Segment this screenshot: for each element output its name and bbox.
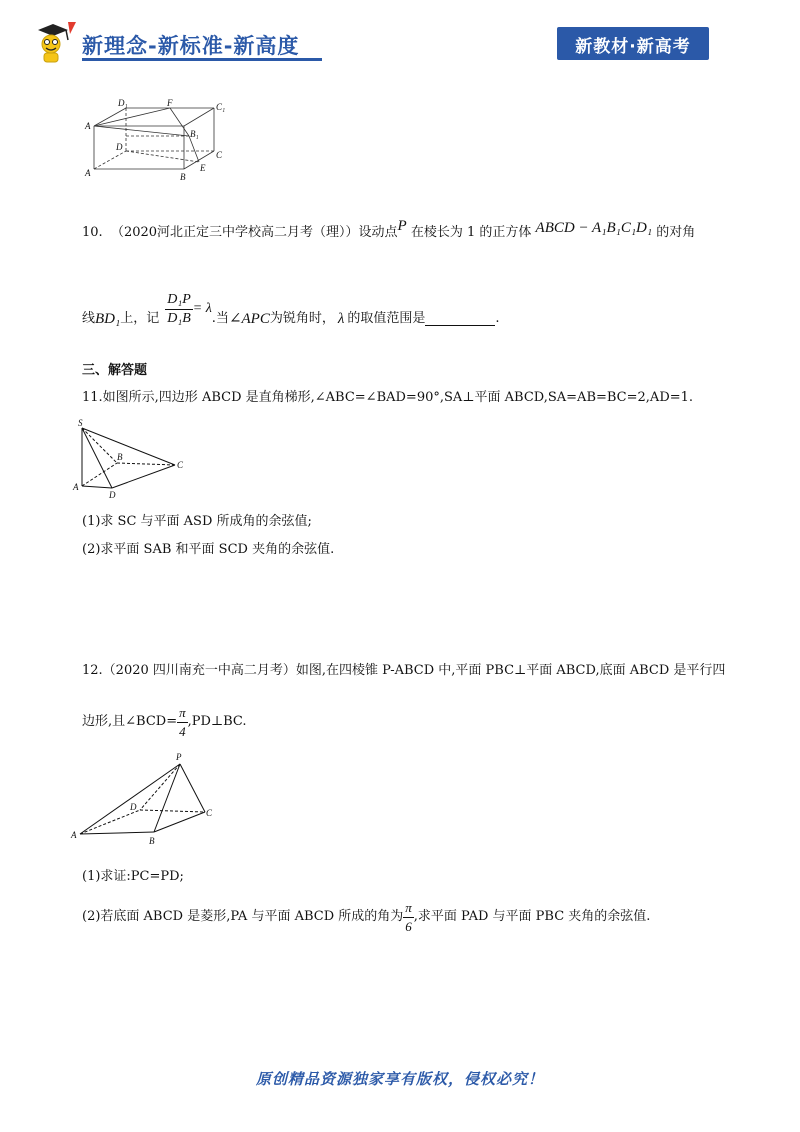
- fig1-label-e: E: [200, 163, 206, 173]
- footer-copyright: 原创精品资源独家享有版权，侵权必究！: [255, 1070, 544, 1088]
- section-title: 三、解答题: [82, 363, 148, 378]
- q11-label-a: A: [73, 482, 79, 492]
- q12-label-p: P: [176, 752, 182, 762]
- logo-mascot-icon: [30, 20, 76, 66]
- q12-pi-den1: 4: [179, 723, 186, 739]
- q11-label-s: S: [78, 418, 83, 428]
- q10-range: 的取值范围是: [347, 311, 426, 326]
- figure-q11-pyramid: [72, 416, 192, 501]
- q10-end: 的对角: [656, 225, 696, 240]
- figure-cuboid: [82, 96, 232, 184]
- q10-period: .: [495, 311, 500, 326]
- q12-fraction-pi-4: [177, 704, 188, 741]
- q10-line1: [82, 218, 696, 242]
- q12-part2-end: ,求平面 PAD 与平面 PBC 夹角的余弦值.: [413, 909, 651, 924]
- q12-line2-end: ,PD⊥BC.: [187, 714, 247, 729]
- q10-frac-den: D₁B: [167, 310, 191, 326]
- fig1-label-d1: D₁: [118, 98, 128, 108]
- q11-stem: 11.如图所示,四边形 ABCD 是直角梯形,∠ABC=∠BAD=90°,SA⊥平面 ABCD,SA=AB=BC=2,AD=1.: [82, 390, 694, 405]
- q10-source: （2020河北正定三中学校高二月考（理））设动点: [110, 225, 398, 240]
- q10-when: .当: [211, 311, 229, 326]
- fig1-label-b1: B₁: [190, 129, 199, 139]
- header-badge: [557, 27, 709, 60]
- q12-pi-den2: 6: [405, 918, 412, 934]
- q10-frac-num: D₁P: [165, 291, 193, 310]
- fig1-label-c1: C₁: [216, 102, 226, 112]
- q11-label-b: B: [117, 452, 123, 462]
- q11-part1: (1)求 SC 与平面 ASD 所成角的余弦值;: [82, 514, 312, 529]
- fig1-label-a1: A: [85, 121, 91, 131]
- q10-eq: = λ: [192, 301, 212, 316]
- q12-stem: 12.（2020 四川南充一中高二月考）如图,在四棱锥 P-ABCD 中,平面 PBC⊥平面 ABCD,底面 ABCD 是平行四: [82, 663, 726, 678]
- q10-fraction: [165, 291, 193, 328]
- q12-pi-num: π: [177, 704, 188, 723]
- q10-point-p: P: [397, 218, 407, 234]
- header-badge-label: 新教材·新高考: [575, 37, 691, 57]
- q10-acute: 为锐角时，: [269, 311, 335, 326]
- q12-pi-num2: π: [403, 899, 414, 918]
- fig1-label-a: A: [85, 168, 91, 178]
- fig1-label-c: C: [216, 150, 223, 160]
- q10-mid: 在棱长为 1 的正方体: [410, 225, 532, 240]
- q10-line2: [82, 288, 500, 330]
- q10-bd1: BD₁: [95, 311, 121, 327]
- q10-angle: ∠APC: [228, 311, 270, 327]
- q10-number: 10.: [82, 225, 103, 240]
- q12-label-d: D: [130, 802, 137, 812]
- q11-part2: (2)求平面 SAB 和平面 SCD 夹角的余弦值.: [82, 542, 335, 557]
- q12-part2-start: (2)若底面 ABCD 是菱形,PA 与平面 ABCD 所成的角为: [82, 909, 404, 924]
- header-slogan: 新理念-新标准-新高度: [82, 34, 300, 58]
- q10-cube: ABCD − A₁B₁C₁D₁: [535, 220, 653, 236]
- fig1-label-d: D: [116, 142, 123, 152]
- header-underline: [82, 58, 322, 61]
- figure-q12-pyramid: [70, 748, 220, 846]
- q12-label-c: C: [206, 808, 213, 818]
- q12-part1: (1)求证:PC=PD;: [82, 869, 184, 884]
- q12-label-b: B: [149, 836, 155, 846]
- q12-label-a: A: [71, 830, 77, 840]
- q12-line2-start: 边形,且∠BCD=: [82, 714, 178, 729]
- q10-on: 上，记: [120, 311, 160, 326]
- q10-line2-start: 线: [82, 311, 96, 326]
- q12-part2: [82, 900, 650, 934]
- q10-answer-blank[interactable]: [425, 313, 495, 326]
- q12-fraction-pi-6: [403, 899, 414, 936]
- fig1-label-f: F: [167, 98, 173, 108]
- q10-lambda: λ: [337, 311, 345, 327]
- q11-label-c: C: [177, 460, 184, 470]
- q12-line2: [82, 706, 247, 738]
- fig1-label-b: B: [180, 172, 186, 182]
- q11-label-d: D: [109, 490, 116, 500]
